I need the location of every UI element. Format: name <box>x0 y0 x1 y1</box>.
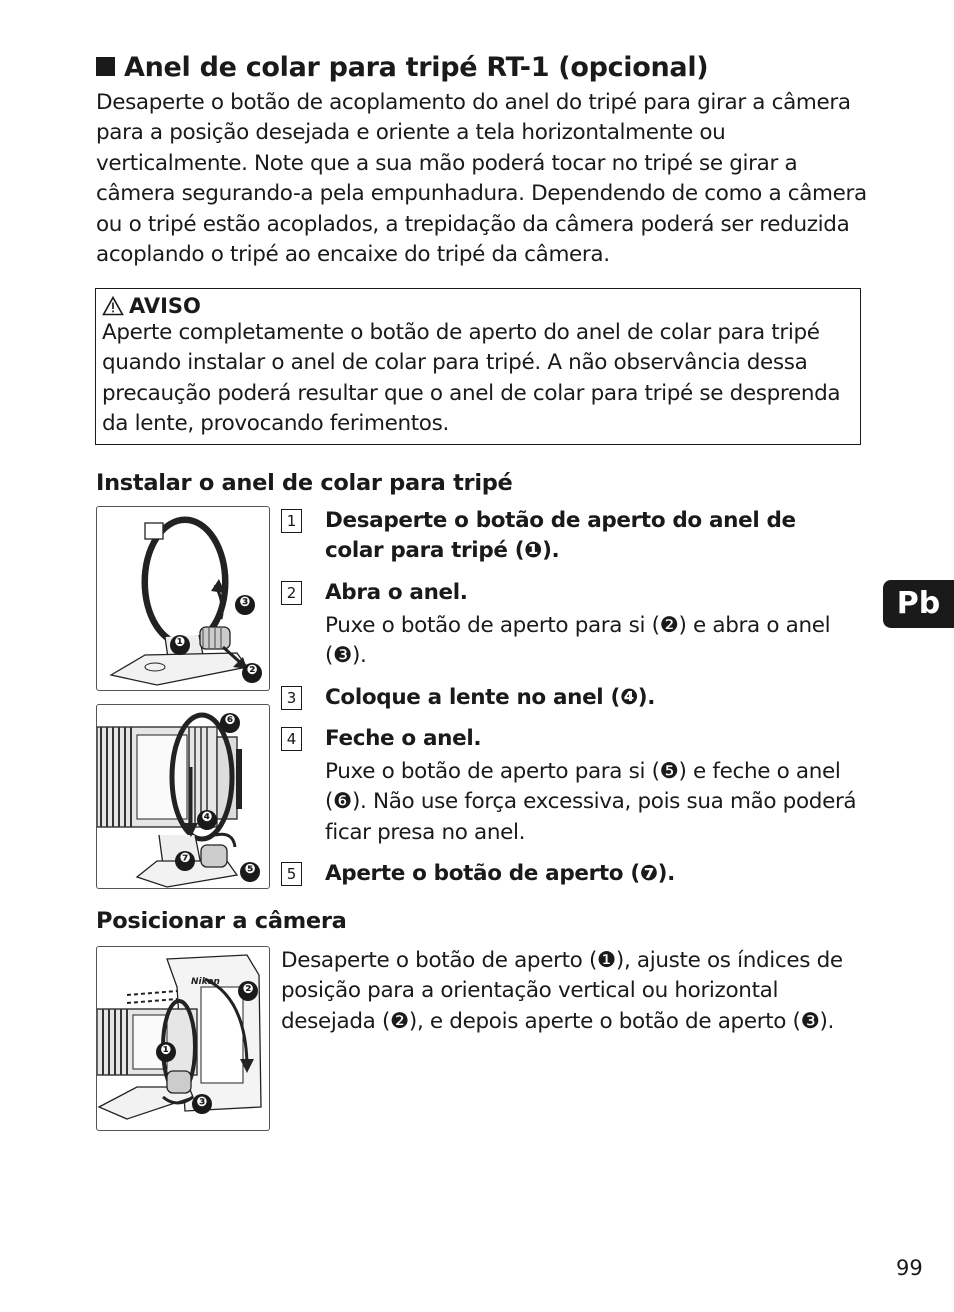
step-3 <box>281 683 871 717</box>
step-5 <box>281 859 871 893</box>
step-2 <box>281 578 871 678</box>
figure-ring-open <box>96 506 270 691</box>
step-title: Desaperte o botão de aperto do anel de colar para tripé (❶). <box>325 508 796 564</box>
callout-3: ❸ <box>239 595 251 610</box>
install-heading: Instalar o anel de colar para tripé <box>96 470 513 496</box>
step-title: Feche o anel. <box>325 726 482 751</box>
figure-camera-position <box>96 946 270 1131</box>
camera-brand-logo: Nikon <box>191 977 220 987</box>
step-title: Abra o anel. <box>325 580 468 605</box>
step-4 <box>281 724 871 854</box>
warning-triangle-icon <box>102 296 124 316</box>
position-heading: Posicionar a câmera <box>96 908 347 934</box>
warning-header <box>102 294 860 318</box>
warning-body: Aperte completamente o botão de aperto do anel de colar para tripé quando instalar o anel de colar para tripé. A não observância dessa precaução poderá resultar que o anel de colar para tripé se desprenda da lente, provocando ferimentos. <box>102 320 841 437</box>
callout-3: ❸ <box>196 1095 208 1110</box>
section-heading <box>96 52 708 83</box>
section-heading-text: Anel de colar para tripé RT-1 (opcional) <box>124 52 709 83</box>
step-body: Puxe o botão de aperto para si (❷) e abra o anel (❸). <box>325 613 831 669</box>
callout-6: ❻ <box>224 713 236 728</box>
step-title: Coloque a lente no anel (❹). <box>325 685 656 710</box>
position-body: Desaperte o botão de aperto (❶), ajuste os índices de posição para a orientação vertical ou horizontal desejada (❷), e depois aperte o botão de aperto (❸). <box>281 948 843 1034</box>
language-tab: Pb <box>883 580 954 628</box>
page-number: 99 <box>896 1256 923 1280</box>
callout-4: ❹ <box>201 810 213 825</box>
callout-7: ❼ <box>179 851 191 866</box>
callout-2: ❷ <box>242 982 254 997</box>
intro-paragraph: Desaperte o botão de acoplamento do anel do tripé para girar a câmera para a posição desejada e oriente a tela horizontalmente ou verticalmente. Note que a sua mão poderá tocar no tripé se girar a câmera segurando-a pela empunhadura. Dependendo de como a câmera ou o tripé estão acoplados, a trepidação da câmera poderá ser reduzida acoplando o tripé ao encaixe do tripé da câmera. <box>96 90 867 268</box>
callout-1: ❶ <box>160 1043 172 1058</box>
step-number: 1 <box>281 509 302 533</box>
callout-5: ❺ <box>244 862 256 877</box>
bullet-square-icon <box>96 57 115 76</box>
callout-2: ❷ <box>246 663 258 678</box>
figure-lens-in-ring <box>96 704 270 889</box>
callout-1: ❶ <box>174 635 186 650</box>
warning-title: AVISO <box>129 294 201 318</box>
step-number: 4 <box>281 727 302 751</box>
camera-position-illustration <box>97 947 269 1130</box>
step-1 <box>281 506 871 576</box>
warning-box <box>95 288 861 445</box>
step-number: 2 <box>281 581 302 605</box>
step-number: 5 <box>281 862 302 886</box>
step-number: 3 <box>281 686 302 710</box>
step-title: Aperte o botão de aperto (❼). <box>325 861 675 886</box>
step-body: Puxe o botão de aperto para si (❺) e feche o anel (❻). Não use força excessiva, pois sua mão poderá ficar presa no anel. <box>325 759 857 845</box>
